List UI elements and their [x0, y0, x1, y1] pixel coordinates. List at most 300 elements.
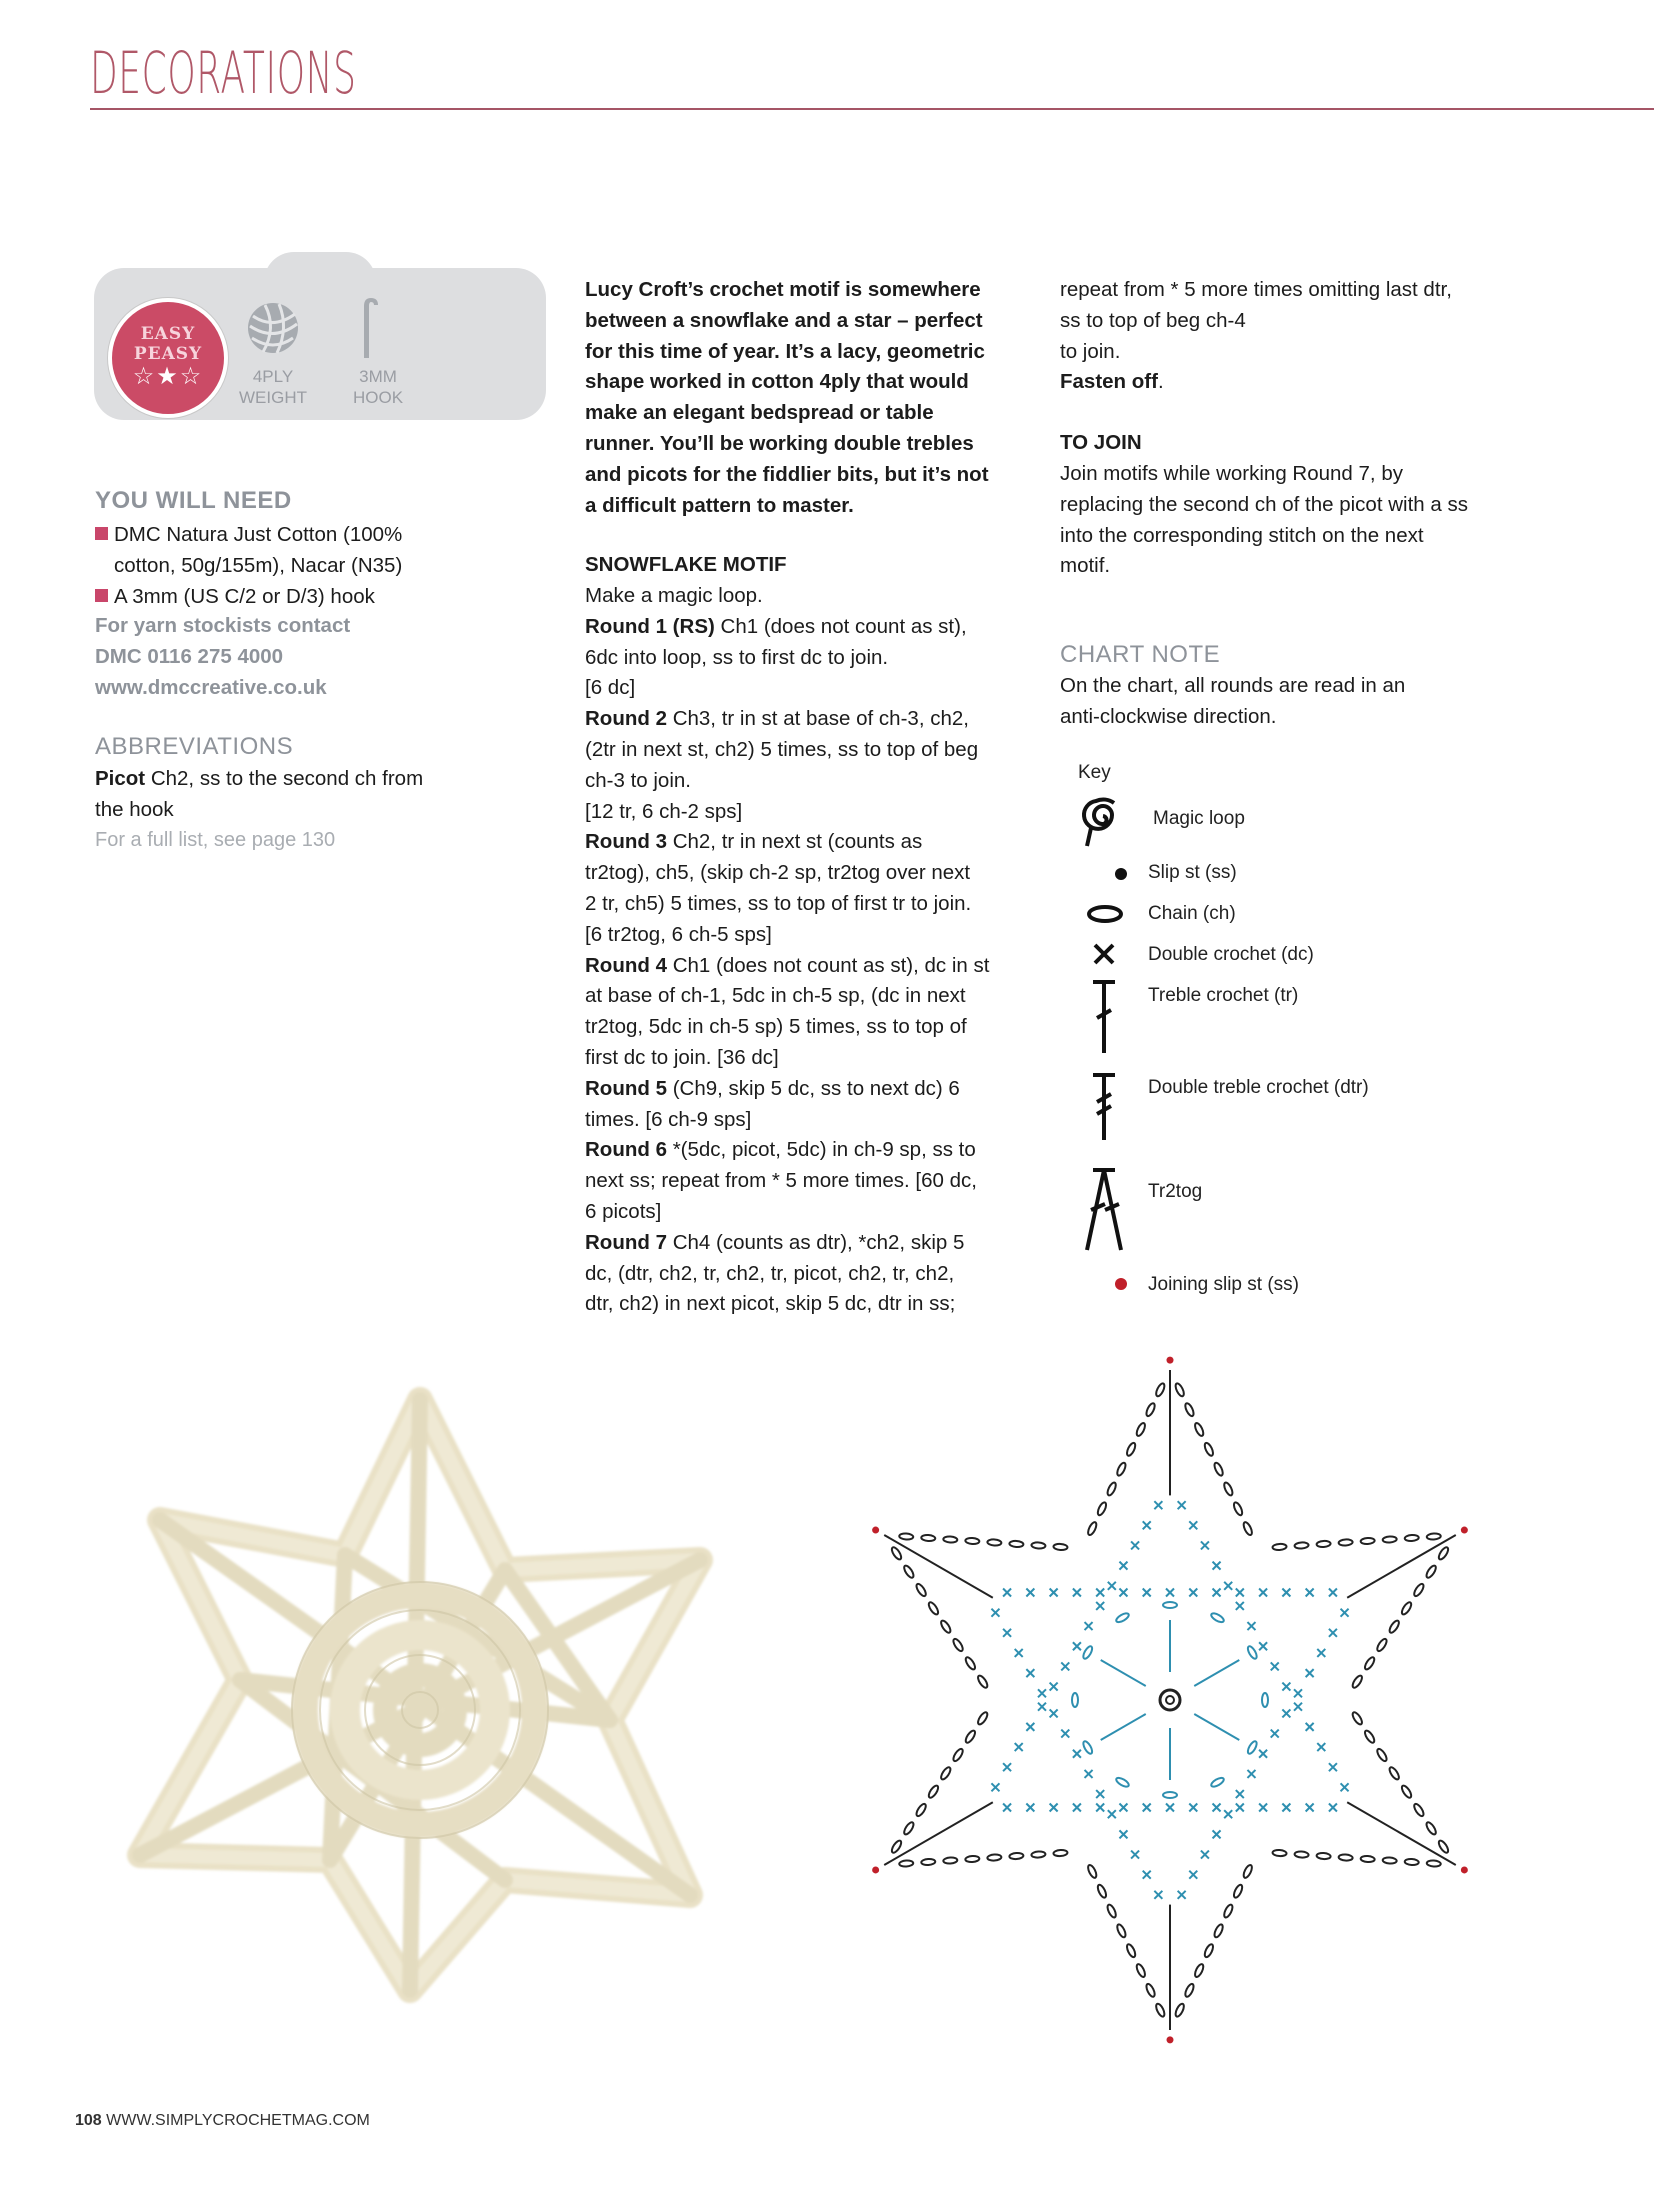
chart-chain — [1437, 1839, 1450, 1854]
chart-chain — [1242, 1521, 1254, 1536]
chart-dc — [1119, 1830, 1127, 1838]
chart-dc — [1259, 1804, 1267, 1812]
slip-stitch-icon — [1115, 868, 1127, 880]
chart-join-point — [1167, 1357, 1174, 1364]
yarn-weight-label: 4PLY WEIGHT — [239, 367, 307, 407]
chart-chain — [1232, 1501, 1244, 1516]
chart-dc — [1247, 1622, 1255, 1630]
key-item-tr2tog: Tr2tog — [1148, 1181, 1203, 1202]
chart-chain — [1210, 1612, 1225, 1624]
tr2tog-icon — [1087, 1170, 1121, 1250]
round-text: Make a magic loop. — [585, 584, 763, 607]
chart-chain — [1115, 1776, 1130, 1788]
chart-dc — [1096, 1790, 1104, 1798]
chart-dc — [1224, 1810, 1232, 1818]
pattern-continuation: repeat from * 5 more times omitting last dtr, ss to top of beg ch-4 to join. Fasten off. — [1060, 278, 1452, 394]
chart-chain — [1009, 1540, 1023, 1547]
you-will-need-heading: YOU WILL NEED — [95, 487, 292, 514]
chart-chain — [1135, 1963, 1147, 1978]
round-text: Ch1 (does not count as st), — [714, 614, 967, 638]
chart-chain — [927, 1784, 940, 1799]
pattern-line — [585, 858, 1035, 889]
chart-dc — [1073, 1750, 1081, 1758]
chart-dc — [1282, 1683, 1290, 1691]
chart-chain — [1096, 1884, 1108, 1899]
round-text: (2tr in next st, ch2) 5 times, ss to top of beg — [585, 737, 979, 761]
chart-dc — [1085, 1622, 1093, 1630]
round-label: Round 4 — [585, 953, 667, 977]
key-item-double-crochet: Double crochet (dc) — [1148, 944, 1314, 965]
chart-tr2tog — [1194, 1660, 1239, 1686]
chart-dc — [1341, 1609, 1349, 1617]
chart-tr2tog — [1101, 1714, 1146, 1740]
chart-chain — [899, 1533, 913, 1540]
chart-chain — [1437, 1546, 1450, 1561]
key-item-slip-st: Slip st (ss) — [1148, 862, 1237, 883]
chart-chain — [1272, 1850, 1286, 1857]
chart-dc — [1096, 1589, 1104, 1597]
chart-chain — [1193, 1422, 1205, 1437]
difficulty-label-line1: EASY — [140, 324, 196, 344]
pattern-line — [585, 1074, 1035, 1105]
key-symbols — [1075, 790, 1135, 1290]
chart-dc — [1003, 1763, 1011, 1771]
chart-dc — [1073, 1804, 1081, 1812]
material-item: DMC Natura Just Cotton (100% — [95, 519, 495, 550]
chart-chain — [1213, 1462, 1225, 1477]
round-text: *(5dc, picot, 5dc) in ch-9 sp, ss to — [667, 1138, 976, 1162]
chart-chain — [921, 1859, 935, 1866]
chart-dc — [1341, 1783, 1349, 1791]
chain-icon — [1089, 907, 1121, 921]
chart-dc — [1189, 1871, 1197, 1879]
chart-chain — [1135, 1422, 1147, 1437]
round-text: times. [6 ch-9 sps] — [585, 1107, 752, 1131]
chart-dc — [1236, 1589, 1244, 1597]
chart-dc — [1213, 1562, 1221, 1570]
chart-dc — [1317, 1649, 1325, 1657]
chart-dc — [1236, 1602, 1244, 1610]
chart-dc — [1050, 1589, 1058, 1597]
chart-chain — [1427, 1533, 1441, 1540]
chart-magic-loop-inner — [1166, 1696, 1174, 1704]
key-item-joining-slip-st: Joining slip st (ss) — [1148, 1274, 1299, 1295]
round-text: tr2tog), ch5, (skip ch-2 sp, tr2tog over next — [585, 861, 971, 885]
chart-chain — [1388, 1619, 1401, 1634]
hook-size-label: 3MM HOOK — [352, 367, 404, 407]
chart-dc — [991, 1783, 999, 1791]
chart-dc — [1306, 1723, 1314, 1731]
fasten-off: Fasten off — [1060, 370, 1158, 394]
chart-chain — [902, 1821, 915, 1836]
pattern-line — [585, 1166, 1035, 1197]
chart-chain — [1009, 1853, 1023, 1860]
round-text: [6 tr2tog, 6 ch-5 sps] — [585, 922, 772, 946]
chart-dc — [1003, 1804, 1011, 1812]
chart-dc — [1201, 1541, 1209, 1549]
pattern-line — [585, 1289, 1035, 1320]
chart-dc — [1236, 1804, 1244, 1812]
chart-dc — [1061, 1662, 1069, 1670]
pattern-heading: SNOWFLAKE MOTIF — [585, 553, 787, 576]
round-text: [6 dc] — [585, 676, 636, 700]
chart-chain — [987, 1539, 1001, 1546]
difficulty-stars: ☆★☆ — [132, 363, 204, 390]
chart-dc — [1178, 1891, 1186, 1899]
intro-paragraph: Lucy Croft’s crochet motif is somewhere between a snowflake and a star – perfect for this time of year. It’s a lacy, geometric shape worked in cotton 4ply that would make an elegant bedspread or table runner. You’ll be working double trebles and picots for the fiddlier bits, but it’s not a difficult pattern to master. — [585, 278, 989, 517]
chart-chain — [976, 1711, 989, 1726]
chart-dc — [1061, 1730, 1069, 1738]
chart-chain — [1115, 1612, 1130, 1624]
double-treble-crochet-icon — [1093, 1075, 1115, 1140]
chart-chain — [1400, 1601, 1413, 1616]
pattern-line — [585, 920, 1035, 951]
chart-dc — [1271, 1730, 1279, 1738]
chart-chain — [890, 1546, 903, 1561]
chart-chain — [1316, 1853, 1330, 1860]
key-item-magic-loop: Magic loop — [1153, 808, 1245, 829]
chart-chain — [1405, 1859, 1419, 1866]
material-item: A 3mm (US C/2 or D/3) hook — [95, 581, 495, 612]
chart-magic-loop — [1160, 1690, 1180, 1710]
round-label: Round 3 — [585, 830, 667, 854]
treble-crochet-icon — [1093, 982, 1115, 1053]
pattern-line — [585, 889, 1035, 920]
chart-dc — [1259, 1589, 1267, 1597]
chart-dc — [1154, 1501, 1162, 1509]
round-label: Round 6 — [585, 1138, 667, 1162]
pattern-line — [585, 1228, 1035, 1259]
chart-dc — [1108, 1810, 1116, 1818]
chart-chain — [899, 1860, 913, 1867]
chart-chain — [1427, 1860, 1441, 1867]
chart-join-point — [1461, 1866, 1468, 1873]
pattern-line — [585, 643, 1035, 674]
chart-chain — [1163, 1792, 1177, 1798]
chart-chain — [1184, 1402, 1196, 1417]
round-text: at base of ch-1, 5dc in ch-5 sp, (dc in next — [585, 984, 966, 1008]
chart-chain — [1376, 1748, 1389, 1763]
chart-chain — [927, 1601, 940, 1616]
round-text: next ss; repeat from * 5 more times. [60 dc, — [585, 1169, 977, 1193]
chart-chain — [1053, 1543, 1067, 1550]
chart-chain — [1210, 1776, 1225, 1788]
round-label: Round 1 (RS) — [585, 614, 715, 638]
round-text: tr2tog, 5dc in ch-5 sp) 5 times, ss to top of — [585, 1015, 967, 1039]
chart-chain — [915, 1583, 928, 1598]
chart-dc — [1329, 1763, 1337, 1771]
chart-dc — [1026, 1804, 1034, 1812]
chart-dc — [1143, 1521, 1151, 1529]
chart-dc — [1154, 1891, 1162, 1899]
chart-chain — [1082, 1645, 1094, 1660]
crochet-hook-icon — [356, 296, 382, 360]
pattern-line — [585, 827, 1035, 858]
chart-chain — [1425, 1564, 1438, 1579]
round-text: 2 tr, ch5) 5 times, ss to top of first tr to join. — [585, 891, 972, 915]
chart-chain — [1242, 1864, 1254, 1879]
chart-chain — [1116, 1923, 1128, 1938]
chart-dc — [1329, 1589, 1337, 1597]
round-text: 6 picots] — [585, 1199, 662, 1223]
round-text: 6dc into loop, ss to first dc to join. — [585, 645, 889, 669]
chart-chain — [1294, 1851, 1308, 1858]
chart-dc — [1119, 1804, 1127, 1812]
chart-chain — [1203, 1943, 1215, 1958]
chart-chain — [987, 1854, 1001, 1861]
chart-dc — [1038, 1689, 1046, 1697]
chart-dc — [1119, 1562, 1127, 1570]
chart-dc — [1201, 1851, 1209, 1859]
chart-dc — [1224, 1582, 1232, 1590]
pattern-line — [585, 1012, 1035, 1043]
chart-dc — [1213, 1804, 1221, 1812]
chart-chain — [1383, 1536, 1397, 1543]
round-text: ch-3 to join. — [585, 768, 691, 792]
pattern-line — [585, 673, 1035, 704]
abbreviation-picot: Picot Ch2, ss to the second ch from the hook — [95, 767, 424, 821]
chart-chain — [1116, 1462, 1128, 1477]
pattern-line — [585, 797, 1035, 828]
section-title: DECORATIONS — [90, 39, 357, 107]
chart-join-point — [872, 1527, 879, 1534]
chart-dc — [1282, 1589, 1290, 1597]
bullet-square-icon — [95, 589, 108, 602]
pattern-line — [585, 735, 1035, 766]
chart-chain — [1163, 1602, 1177, 1608]
magic-loop-icon — [1084, 799, 1114, 846]
chart-chain — [1086, 1521, 1098, 1536]
page-footer — [75, 2112, 370, 2130]
round-label: Round 2 — [585, 707, 667, 731]
chart-dc — [1038, 1703, 1046, 1711]
chart-chain — [1223, 1903, 1235, 1918]
key-item-chain: Chain (ch) — [1148, 903, 1236, 924]
chart-chain — [1223, 1481, 1235, 1496]
chart-chain — [1174, 2003, 1186, 2018]
chart-chain — [1425, 1821, 1438, 1836]
chart-dc — [1213, 1830, 1221, 1838]
pattern-line — [585, 581, 1035, 612]
round-text: [12 tr, 6 ch-2 sps] — [585, 799, 743, 823]
chart-chain — [1125, 1943, 1137, 1958]
chart-dc — [1015, 1743, 1023, 1751]
chart-dc — [1329, 1804, 1337, 1812]
abbreviations-heading: ABBREVIATIONS — [95, 733, 294, 760]
chart-dc — [1178, 1501, 1186, 1509]
chart-chain — [1405, 1535, 1419, 1542]
chart-dc — [1096, 1602, 1104, 1610]
chart-chain — [1155, 2003, 1167, 2018]
chart-join-point — [872, 1866, 879, 1873]
chart-chain — [1376, 1638, 1389, 1653]
chart-dc — [1189, 1589, 1197, 1597]
chart-chain — [952, 1638, 965, 1653]
chart-note-text: On the chart, all rounds are read in an anti-clockwise direction. — [1060, 674, 1406, 728]
round-text: Ch4 (counts as dtr), *ch2, skip 5 — [667, 1230, 965, 1254]
chart-chain — [1082, 1740, 1094, 1755]
round-text: (Ch9, skip 5 dc, ss to next dc) 6 — [667, 1076, 960, 1100]
chart-chain — [1294, 1542, 1308, 1549]
key-title: Key — [1078, 762, 1111, 783]
pattern-line — [585, 1135, 1035, 1166]
chart-chain — [1086, 1864, 1098, 1879]
chart-chain — [1106, 1903, 1118, 1918]
chart-dc — [1026, 1669, 1034, 1677]
joining-slip-stitch-icon — [1115, 1278, 1127, 1290]
difficulty-badge — [108, 298, 228, 418]
magazine-url: WWW.SIMPLYCROCHETMAG.COM — [101, 2112, 370, 2129]
chart-chain — [1338, 1539, 1352, 1546]
chart-chain — [1388, 1766, 1401, 1781]
chart-dc — [1119, 1589, 1127, 1597]
chart-dc — [1096, 1804, 1104, 1812]
chart-chain — [943, 1536, 957, 1543]
chart-chain — [1262, 1693, 1268, 1707]
chart-dc — [1282, 1709, 1290, 1717]
key-item-double-treble: Double treble crochet (dtr) — [1148, 1077, 1369, 1098]
full-list-note: For a full list, see page 130 — [95, 829, 336, 851]
chart-dc — [1317, 1743, 1325, 1751]
chart-dc — [1259, 1750, 1267, 1758]
chart-dc — [1282, 1804, 1290, 1812]
chart-dc — [991, 1609, 999, 1617]
chart-dc — [1271, 1662, 1279, 1670]
round-text: Ch2, tr in next st (counts as — [667, 830, 923, 854]
chart-chain — [964, 1729, 977, 1744]
chart-dc — [1143, 1804, 1151, 1812]
chart-chain — [1400, 1784, 1413, 1799]
round-text: Ch1 (does not count as st), dc in st — [667, 953, 990, 977]
chart-dc — [1189, 1521, 1197, 1529]
chart-dc — [1003, 1629, 1011, 1637]
chart-chain — [1246, 1740, 1258, 1755]
chart-dc — [1131, 1541, 1139, 1549]
chart-chain — [1193, 1963, 1205, 1978]
chart-dc — [1294, 1689, 1302, 1697]
chart-chain — [1096, 1501, 1108, 1516]
chart-chain — [1145, 1402, 1157, 1417]
chart-chain — [1031, 1851, 1045, 1858]
chart-dc — [1050, 1804, 1058, 1812]
chart-chain — [1213, 1923, 1225, 1938]
chart-chain — [1351, 1674, 1364, 1689]
chart-dc — [1073, 1642, 1081, 1650]
chart-chain — [939, 1619, 952, 1634]
to-join-heading: TO JOIN — [1060, 431, 1142, 454]
chart-chain — [1072, 1693, 1078, 1707]
crochet-chart — [840, 1340, 1500, 2060]
pattern-line — [585, 981, 1035, 1012]
to-join-text: Join motifs while working Round 7, by replacing the second ch of the picot with a ss into the corresponding stitch on the next motif. — [1060, 462, 1468, 578]
chart-chain — [1155, 1382, 1167, 1397]
chart-dc — [1236, 1790, 1244, 1798]
chart-chain — [1412, 1583, 1425, 1598]
chart-chain — [1031, 1542, 1045, 1549]
round-text: dtr, ch2) in next picot, skip 5 dc, dtr in ss; — [585, 1292, 956, 1316]
chart-chain — [1316, 1540, 1330, 1547]
chart-chain — [1360, 1856, 1374, 1863]
pattern-line — [585, 704, 1035, 735]
chart-chain — [1246, 1645, 1258, 1660]
bullet-square-icon — [95, 527, 108, 540]
chart-chain — [939, 1766, 952, 1781]
chart-chain — [976, 1674, 989, 1689]
chart-chain — [952, 1748, 965, 1763]
chart-chain — [964, 1656, 977, 1671]
chart-join-point — [1167, 2036, 1174, 2043]
pattern-instructions — [585, 581, 1035, 1320]
header-rule — [90, 108, 1654, 110]
yarn-ball-icon — [245, 300, 301, 356]
crochet-motif-photo — [110, 1350, 760, 2010]
chart-chain — [943, 1857, 957, 1864]
chart-chain — [1106, 1481, 1118, 1496]
chart-dc — [1294, 1703, 1302, 1711]
chart-dc — [1189, 1804, 1197, 1812]
pattern-line — [585, 1259, 1035, 1290]
chart-dc — [1026, 1723, 1034, 1731]
round-label: Round 5 — [585, 1076, 667, 1100]
chart-chain — [965, 1856, 979, 1863]
chart-chain — [965, 1538, 979, 1545]
chart-dc — [1329, 1629, 1337, 1637]
chart-chain — [1363, 1729, 1376, 1744]
stockist-url: www.dmccreative.co.uk — [95, 676, 327, 699]
pattern-line — [585, 766, 1035, 797]
chart-dc — [1050, 1709, 1058, 1717]
chart-dc — [1003, 1589, 1011, 1597]
materials-list — [95, 519, 495, 612]
round-label: Round 7 — [585, 1230, 667, 1254]
pattern-line — [585, 1043, 1035, 1074]
chart-chain — [1363, 1656, 1376, 1671]
pattern-line — [585, 1197, 1035, 1228]
double-crochet-icon — [1095, 945, 1113, 963]
chart-chain — [1351, 1711, 1364, 1726]
chart-chain — [1053, 1850, 1067, 1857]
difficulty-label-line2: PEASY — [133, 344, 203, 364]
chart-dc — [1143, 1871, 1151, 1879]
chart-join-point — [1461, 1527, 1468, 1534]
chart-chain — [1272, 1543, 1286, 1550]
chart-dc — [1108, 1582, 1116, 1590]
chart-chain — [1145, 1983, 1157, 1998]
material-item-cont: cotton, 50g/155m), Nacar (N35) — [114, 554, 403, 577]
chart-dc — [1213, 1589, 1221, 1597]
chart-dc — [1247, 1770, 1255, 1778]
pattern-line — [585, 612, 1035, 643]
chart-tr2tog — [1194, 1714, 1239, 1740]
chart-dc — [1166, 1804, 1174, 1812]
key-item-treble-crochet: Treble crochet (tr) — [1148, 985, 1299, 1006]
chart-dc — [1026, 1589, 1034, 1597]
page-number: 108 — [75, 2112, 102, 2129]
chart-dc — [1085, 1770, 1093, 1778]
chart-dc — [1143, 1589, 1151, 1597]
round-text: Ch3, tr in st at base of ch-3, ch2, — [667, 707, 969, 731]
chart-dc — [1166, 1589, 1174, 1597]
stockists-info: For yarn stockists contact DMC 0116 275 4000 www.dmccreative.co.uk — [95, 610, 350, 703]
chart-tr2tog — [1101, 1660, 1146, 1686]
chart-chain — [1125, 1442, 1137, 1457]
chart-chain — [1174, 1382, 1186, 1397]
chart-chain — [1184, 1983, 1196, 1998]
chart-dc — [1259, 1642, 1267, 1650]
chart-dc — [1306, 1804, 1314, 1812]
chart-chain — [890, 1839, 903, 1854]
chart-chain — [1383, 1857, 1397, 1864]
